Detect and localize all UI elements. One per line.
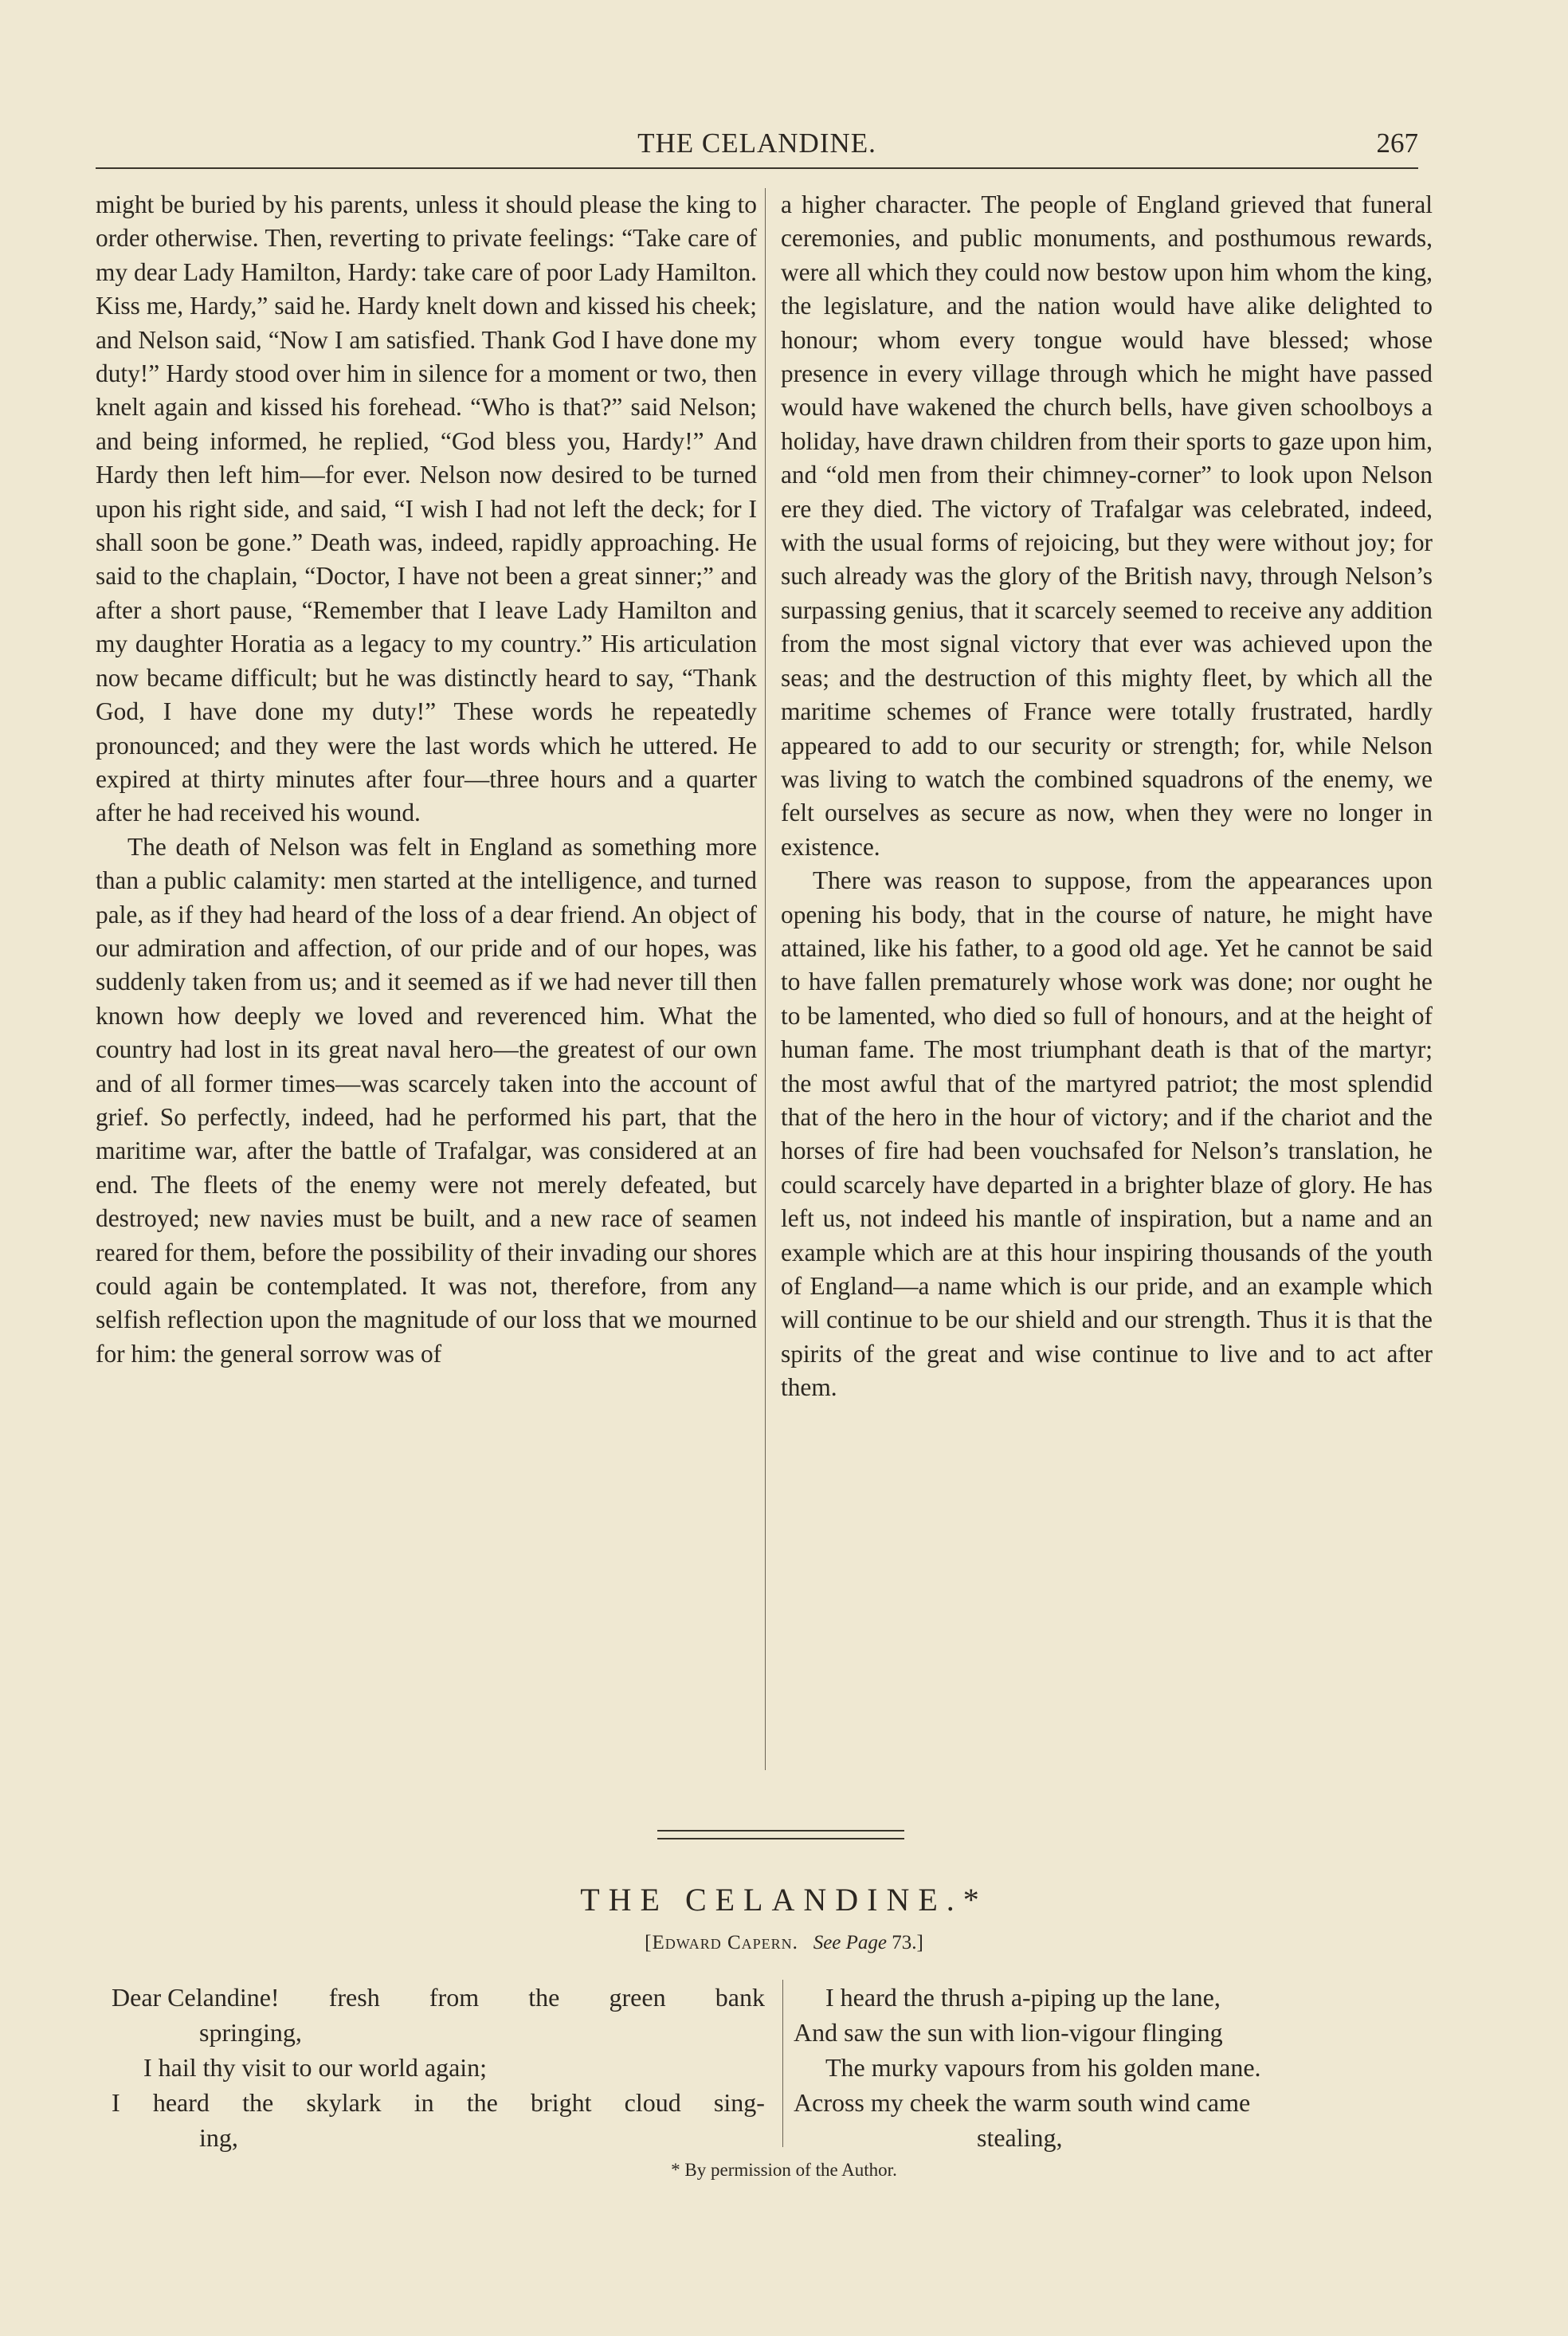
page-number: 267 <box>1376 128 1418 159</box>
poem-line: I heard the thrush a-piping up the lane, <box>825 1983 1221 2012</box>
poem-column-divider <box>782 1980 783 2147</box>
word: the <box>528 1983 560 2012</box>
section-separator-top <box>657 1830 904 1832</box>
paragraph-left-1: might be buried by his parents, unless it should please the king to order otherwise. Then, reverting to private feelings: “Take care of my dear Lady Hamilton, Hardy: take care of poor Lady Hamilton. Kiss me, Hardy,” said he. Hardy knelt down and kissed his cheek; and Nelson said, “Now I am satisfied. Thank God I have done my duty!” Hardy stood over him in silence for a moment or two, then knelt again and kissed his forehead. “Who is that?” said Nelson; and being informed, he replied, “God bless you, Hardy!” And Hardy then left him—for ever. Nelson now desired to be turned upon his right side, and said, “I wish I had not left the deck; for I shall soon be gone.” Death was, indeed, rapidly approaching. He said to the chaplain, “Doctor, I have not been a great sinner;” and after a short pause, “Remember that I leave Lady Hamilton and my daughter Horatia as a legacy to my country.” His articulation now became difficult; but he was distinctly heard to say, “Thank God, I have done my duty!” These words he repeatedly pronounced; and they were the last words which he uttered. He expired at thirty minutes after four—three hours and a quarter after he had received his wound. <box>96 190 757 827</box>
poem-line: springing, <box>199 2018 302 2047</box>
poem-line: And saw the sun with lion-vigour flinging <box>794 2018 1223 2047</box>
word: skylark <box>306 2088 382 2117</box>
column-divider <box>765 188 766 1770</box>
word: sing- <box>713 2088 765 2117</box>
word: bank <box>715 1983 765 2012</box>
paragraph-right-2: There was reason to suppose, from the appearances upon opening his body, that in the course of nature, he might have attained, like his father, to a good old age. Yet he cannot be said to have fallen prematurely whose work was done; nor ought he to be lamented, who died so full of honours, and at the height of human fame. The most triumphant death is that of the martyr; the most awful that of the martyred patriot; the most splendid that of the hero in the hour of victory; and if the chariot and the horses of fire had been vouchsafed for Nelson’s translation, he could scarcely have departed in a brighter blaze of glory. He has left us, not indeed his mantle of inspiration, but a name and an example which are at this hour inspiring thousands of the youth of England—a name which is our pride, and an example which will continue to be our shield and our strength. Thus it is that the spirits of the great and wise continue to live and to act after them. <box>781 866 1433 1402</box>
paragraph-left-2: The death of Nelson was felt in England as something more than a public calamity: men started at the intelligence, and turned pale, as if they had heard of the loss of a dear friend. An object of our admiration and affection, of our pride and of our hopes, was suddenly taken from us; and it seemed as if we had never till then known how deeply we loved and reverenced him. What the country had lost in its great naval hero—the greatest of our own and of all former times—was scarcely taken into the account of grief. So perfectly, indeed, had he performed his part, that the maritime war, after the battle of Trafalgar, was considered at an end. The fleets of the enemy were not merely defeated, but destroyed; new navies must be built, and a new race of seamen reared for them, before the possibility of their invading our shores could again be contemplated. It was not, therefore, from any selfish reflection upon the magnitude of our loss that we mourned for him: the general sorrow was of <box>96 832 757 1368</box>
running-head <box>96 128 1418 167</box>
header-rule <box>96 167 1418 169</box>
footnote: * By permission of the Author. <box>671 2160 897 2180</box>
word: I <box>112 2088 120 2117</box>
word: in <box>414 2088 434 2117</box>
poem-line: ing, <box>199 2123 238 2152</box>
poem-attribution <box>0 1932 1568 1954</box>
word: green <box>609 1983 666 2012</box>
poem-line: Across my cheek the warm south wind came <box>794 2088 1251 2117</box>
attribution-see-label: See Page <box>813 1932 887 1953</box>
poem-title: THE CELANDINE.* <box>580 1882 988 1918</box>
word: heard <box>152 2088 210 2117</box>
poem-line <box>112 1980 765 2015</box>
attribution-author: [Edward Capern. <box>645 1932 798 1953</box>
word: bright <box>531 2088 592 2117</box>
poem-line: I hail thy visit to our world again; <box>143 2053 488 2082</box>
paragraph-right-1: a higher character. The people of England grieved that funeral ceremonies, and public monuments, and posthumous rewards, were all which they could now bestow upon him whom the king, the legislature, and the nation would have alike delighted to honour; whom every tongue would have blessed; whose presence in every village through which he might have passed would have wakened the church bells, have given schoolboys a holiday, have drawn children from their sports to gaze upon him, and “old men from their chimney-corner” to look upon Nelson ere they died. The victory of Trafalgar was celebrated, indeed, with the usual forms of rejoicing, but they were without joy; for such already was the glory of the British navy, through Nelson’s surpassing genius, that it scarcely seemed to receive any addition from the most signal victory that ever was achieved upon the seas; and the destruction of this mighty fleet, by which all the maritime schemes of France were totally frustrated, hardly appeared to add to our security or strength; for, while Nelson was living to watch the combined squadrons of the enemy, we felt ourselves as secure as now, when they were no longer in existence. <box>781 190 1433 861</box>
word: Celandine! <box>167 1983 280 2012</box>
poem-line: The murky vapours from his golden mane. <box>825 2053 1261 2082</box>
word: from <box>429 1983 480 2012</box>
poem-left-column <box>112 1980 765 2155</box>
attribution-page: 73.] <box>892 1932 923 1953</box>
poem-right-column <box>794 1980 1447 2155</box>
word: cloud <box>624 2088 681 2117</box>
poem-line <box>112 2085 765 2120</box>
running-title: THE CELANDINE. <box>637 128 876 159</box>
right-column <box>781 188 1433 1405</box>
poem-line: stealing, <box>977 2123 1063 2152</box>
word: fresh <box>328 1983 380 2012</box>
section-separator-bottom <box>657 1838 904 1839</box>
word: the <box>242 2088 274 2117</box>
dear-word: Dear <box>112 1983 162 2012</box>
word: the <box>466 2088 498 2117</box>
left-column <box>96 188 757 1371</box>
